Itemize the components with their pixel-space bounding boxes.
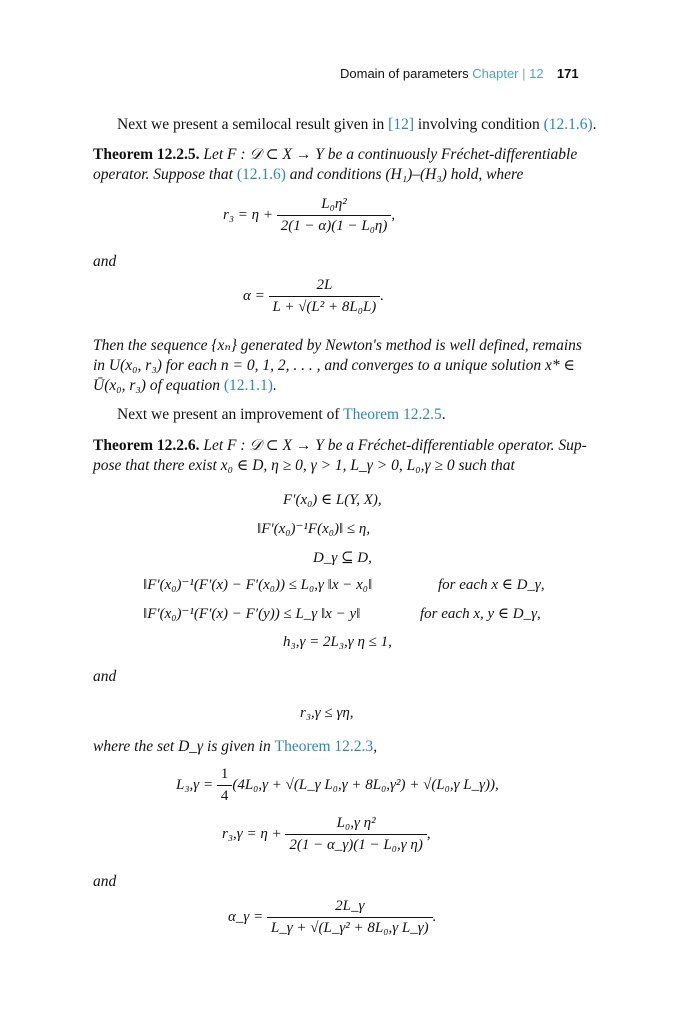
equation-alpha-numerator: 2L (316, 277, 333, 293)
and-text-2: and (93, 668, 117, 685)
theorem-12-2-6-line1 (93, 435, 587, 456)
equation-domain-subset: D_γ ⊆ D, (313, 550, 372, 566)
equation-alpha-gamma (228, 898, 436, 937)
intro-paragraph (117, 114, 597, 135)
where-text (93, 736, 377, 757)
theorem-12-2-6-title: Theorem 12.2.6. (93, 437, 200, 454)
equation-alpha-gamma-numerator: 2L_γ (335, 898, 365, 914)
theorem-12-2-5-title: Theorem 12.2.5. (93, 146, 200, 163)
intro-text-a: Next we present a semilocal result given in (117, 116, 389, 133)
where-text-b: , (373, 738, 378, 755)
intro-text-b: involving condition (414, 116, 544, 133)
equation-initial-bound: ‖F′(x₀)⁻¹F(x₀)‖ ≤ η, (257, 521, 371, 537)
equation-center-lipschitz-condition: for each x ∈ D_γ, (438, 577, 545, 593)
equation-r3-lhs: r₃ = η + (223, 206, 273, 223)
theorem-12-2-5-conclusion-3 (93, 375, 277, 396)
theorem-12-2-5-line2 (93, 164, 523, 185)
theorem-12-2-3-link[interactable]: Theorem 12.2.3 (274, 738, 374, 755)
equation-r3-denominator: 2(1 − α)(1 − L₀η) (277, 215, 392, 235)
theorem-12-2-5-link[interactable]: Theorem 12.2.5 (343, 406, 442, 423)
improvement-text-b: . (441, 406, 446, 423)
improvement-paragraph (117, 404, 446, 425)
equation-L3-gamma (176, 766, 499, 805)
equation-L3-gamma-numerator: 1 (220, 766, 229, 782)
equation-r3-end: , (391, 206, 396, 223)
equation-alpha-fraction (269, 277, 381, 316)
equation-r3-numerator: L₀η² (321, 196, 347, 212)
where-text-a: where the set D_γ is given in (93, 738, 275, 755)
equation-L3-gamma-fraction (217, 766, 233, 805)
equation-alpha-gamma-fraction (267, 898, 433, 937)
equation-12-1-1-link[interactable]: (12.1.1) (223, 377, 273, 394)
intro-text-c: . (592, 116, 597, 133)
equation-lipschitz-condition: for each x, y ∈ D_γ, (420, 606, 541, 622)
theorem-12-2-5-conclusion-1: Then the sequence {xₙ} generated by Newton's method is well defined, remains (93, 337, 582, 354)
ref-12-link[interactable]: [12] (388, 116, 414, 133)
theorem-12-2-5-line2-b: and conditions (H₁)–(H₃) hold, where (285, 166, 524, 183)
equation-r3-fraction (277, 196, 392, 235)
conclusion-3-a: Ū(x₀, r₃) of equation (93, 377, 224, 394)
header-separator: | (522, 66, 526, 81)
header-page-number: 171 (556, 66, 579, 81)
equation-lipschitz: ‖F′(x₀)⁻¹(F′(x) − F′(y)) ≤ L_γ ‖x − y‖ (143, 606, 361, 622)
equation-r3-gamma (222, 815, 431, 854)
equation-r3-gamma-end: , (426, 825, 431, 842)
equation-inverse-bounded: F′(x₀) ∈ L(Y, X), (283, 492, 382, 508)
condition-12-1-6-link[interactable]: (12.1.6) (543, 116, 593, 133)
theorem-12-2-5-statement: Let F : 𝒟 ⊂ X → Y be a continuously Fréchet-differentiable (203, 146, 578, 163)
equation-alpha-gamma-end: . (432, 908, 437, 925)
equation-L3-gamma-lhs: L₃,γ = (176, 776, 214, 793)
theorem-12-2-5-conclusion-2: in U(x₀, r₃) for each n = 0, 1, 2, . . . , and converges to a unique solution x* ∈ (93, 357, 575, 374)
equation-L3-gamma-rhs: (4L₀,γ + √(L_γ L₀,γ + 8L₀,γ²) + √(L₀,γ L_γ)), (232, 776, 499, 793)
equation-r3-gamma-lhs: r₃,γ = η + (222, 825, 282, 842)
equation-alpha-gamma-lhs: α_γ = (228, 908, 264, 925)
condition-12-1-6-link-2[interactable]: (12.1.6) (236, 166, 286, 183)
equation-alpha-denominator: L + √(L² + 8L₀L) (269, 296, 381, 316)
equation-center-lipschitz: ‖F′(x₀)⁻¹(F′(x) − F′(x₀)) ≤ L₀,γ ‖x − x₀‖ (143, 577, 373, 593)
running-header (340, 66, 579, 81)
and-text-1: and (93, 253, 117, 270)
theorem-12-2-6-statement: Let F : 𝒟 ⊂ X → Y be a Fréchet-differentiable operator. Sup- (203, 437, 587, 454)
equation-L3-gamma-denominator: 4 (217, 785, 233, 805)
conclusion-3-b: . (272, 377, 277, 394)
equation-alpha-gamma-denominator: L_γ + √(L_γ² + 8L₀,γ L_γ) (267, 917, 433, 937)
theorem-12-2-5-line2-a: operator. Suppose that (93, 166, 237, 183)
equation-r3 (223, 196, 395, 235)
equation-r3-gamma-denominator: 2(1 − α_γ)(1 − L₀,γ η) (285, 834, 426, 854)
header-chapter-number: 12 (529, 66, 544, 81)
improvement-text-a: Next we present an improvement of (117, 406, 344, 423)
equation-r3-gamma-bound: r₃,γ ≤ γη, (300, 705, 354, 721)
equation-h3-gamma: h₃,γ = 2L₃,γ η ≤ 1, (283, 634, 392, 650)
equation-alpha-lhs: α = (243, 287, 265, 304)
header-chapter-label: Chapter (472, 66, 519, 81)
equation-alpha-end: . (380, 287, 385, 304)
header-section-title: Domain of parameters (340, 66, 469, 81)
theorem-12-2-6-line2: pose that there exist x₀ ∈ D, η ≥ 0, γ > 1, L_γ > 0, L₀,γ ≥ 0 such that (93, 457, 515, 474)
equation-alpha (243, 277, 384, 316)
theorem-12-2-5-line1 (93, 144, 577, 165)
equation-r3-gamma-fraction (285, 815, 426, 854)
equation-r3-gamma-numerator: L₀,γ η² (336, 815, 376, 831)
and-text-3: and (93, 873, 117, 890)
